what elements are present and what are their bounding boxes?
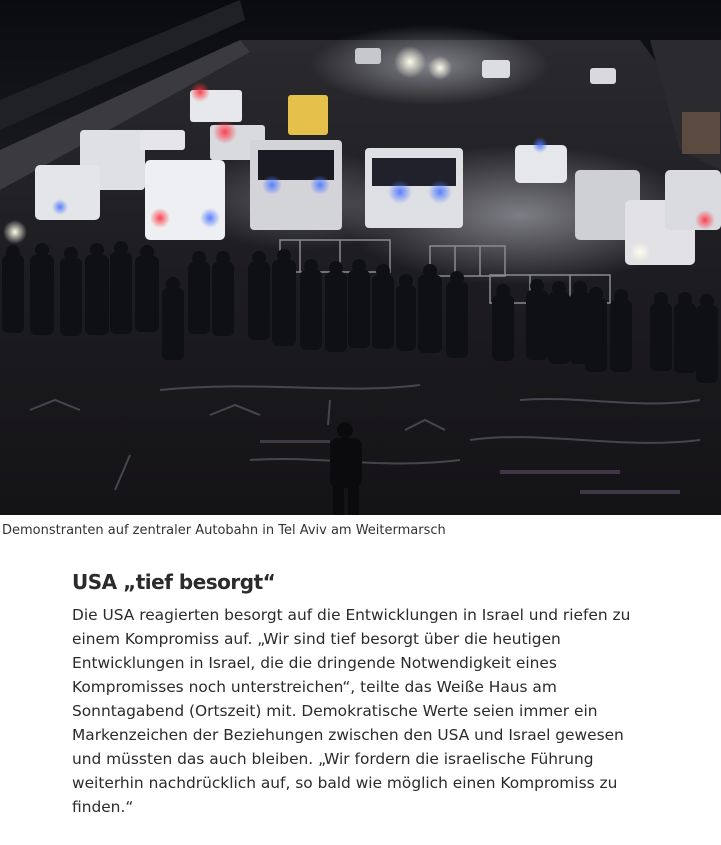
photo-caption: Demonstranten auf zentraler Autobahn in Tel Aviv am Weitermarsch: [2, 523, 446, 538]
article-headline: USA „tief besorgt“: [72, 570, 276, 594]
article-section: [72, 568, 652, 819]
article-body: Die USA reagierten besorgt auf die Entwicklungen in Israel und riefen zu einem Kompromiss auf. „Wir sind tief besorgt über die heutigen Entwicklungen in Israel, die die dringende Notwendigkeit eines Kompromisses noch unterstreichen“, teilte das Weiße Haus am Sonntagabend (Ortszeit) mit. Demokratische Werte seien immer ein Markenzeichen der Beziehungen zwischen den USA und Israel gewesen und müssten das auch bleiben. „Wir fordern die israelische Führung weiterhin nachdrücklich auf, so bald wie möglich einen Kompromiss zu finden.“: [72, 606, 631, 816]
